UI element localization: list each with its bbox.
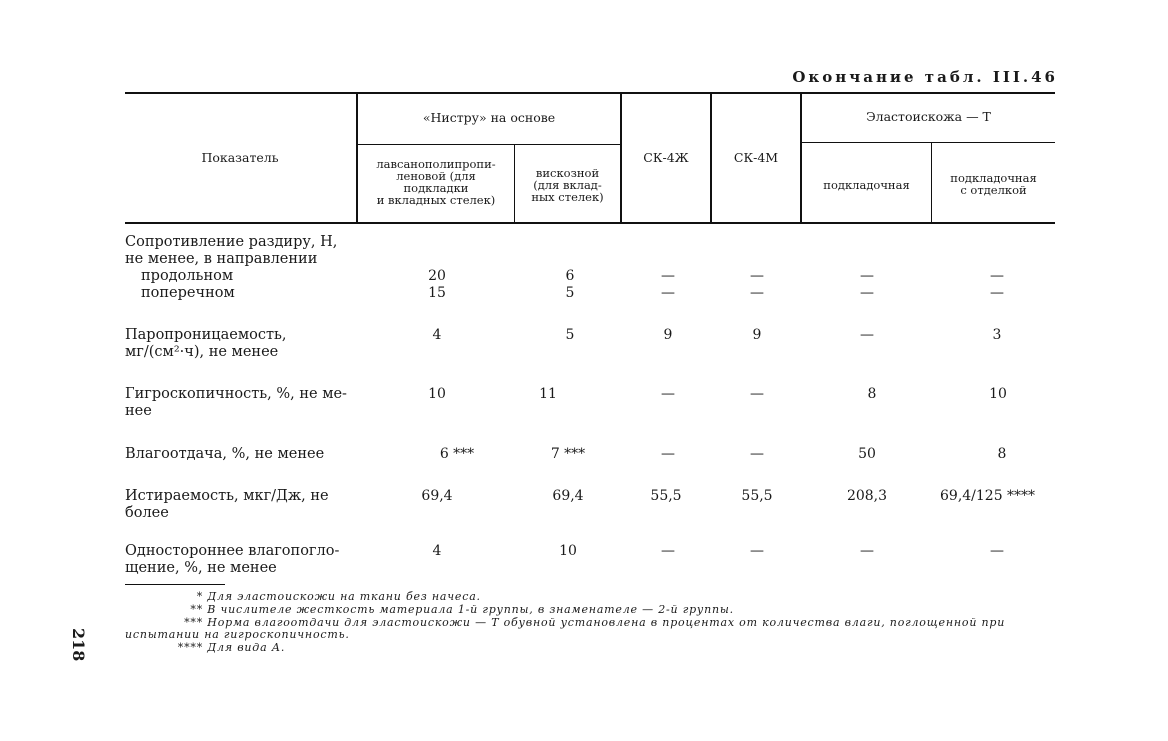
cell-value: — [750,268,764,284]
cell-value: 5 [565,327,575,343]
cell-value: 50 [858,446,876,462]
cell-value: — [661,386,675,402]
cell-value: — [750,446,764,462]
header-elast: Эластоискожа — Т [866,109,991,124]
row-label-abrasion: Истираемость, мкг/Дж, не более [125,488,329,521]
row-sublabel-longitudinal: продольном [141,268,234,284]
cell-value: — [661,446,675,462]
footnote: * Для эластоискожи на ткани без начеса. [196,590,481,603]
cell-value: 11 [539,386,557,402]
footnote-rule [125,584,225,585]
cell-value: — [860,285,874,301]
cell-value: 6 *** [439,446,475,462]
cell-value: 55,5 [741,488,773,504]
cell-value: — [661,543,675,559]
header-nistru: «Нистру» на основе [422,110,556,125]
cell-value: — [750,386,764,402]
cell-value: 55,5 [650,488,682,504]
cell-value: 9 [752,327,762,343]
cell-value: 69,4/125 **** [940,488,1036,504]
header-bottom-rule [125,222,1055,224]
footnote: *** Норма влагоотдачи для эластоискожи — Т обувной установлена в процентах от количества влаги, поглощенной при [184,616,1006,629]
cell-value: 69,4 [552,488,584,504]
cell-value: 3 [992,327,1002,343]
footnote: испытании на гигроскопичность. [125,628,350,641]
cell-value: 8 [997,446,1007,462]
cell-value: — [990,268,1004,284]
header-nistru-viscose: вискозной (для вклад- ных стелек) [531,166,604,204]
cell-value: 4 [432,543,442,559]
header-sk4m: СК-4М [733,150,779,165]
cell-value: — [860,327,874,343]
cell-value: 208,3 [846,488,888,504]
row-label-hygroscopicity: Гигроскопичность, %, не ме- нее [125,386,347,419]
footnote: ** В числителе жесткость материала 1-й группы, в знаменателе — 2-й группы. [190,603,734,616]
page-number: 218 [69,628,88,662]
cell-value: 7 *** [550,446,586,462]
row-label-absorption: Одностороннее влагопогло- щение, %, не менее [125,543,340,576]
footnote: **** Для вида А. [177,641,286,654]
cell-value: — [860,543,874,559]
cell-value: — [661,268,675,284]
table-top-rule [125,92,1055,94]
nistru-subheader-rule [357,144,621,145]
header-elast-lining-finish: подкладочная с отделкой [950,171,1037,197]
cell-value: — [860,268,874,284]
table-caption: Окончание табл. III.46 [792,68,1058,86]
cell-value: — [661,285,675,301]
cell-value: 15 [428,285,446,301]
cell-value: 69,4 [421,488,453,504]
row-sublabel-transverse: поперечном [141,285,235,301]
cell-value: 10 [989,386,1007,402]
cell-value: — [990,543,1004,559]
cell-value: 8 [867,386,877,402]
cell-value: 10 [559,543,577,559]
header-nistru-lavsan: лавсанополипропи- леновой (для подкладки и вкладных стелек) [376,157,496,207]
cell-value: 5 [565,285,575,301]
header-elast-lining: подкладочная [823,178,910,192]
cell-value: 9 [663,327,673,343]
cell-value: — [990,285,1004,301]
elast-subheader-rule [801,142,1055,143]
cell-value: — [750,285,764,301]
cell-value: 20 [428,268,446,284]
row-label-vapor: Паропроницаемость, мг/(см²·ч), не менее [125,327,287,360]
cell-value: — [750,543,764,559]
cell-value: 4 [432,327,442,343]
row-label-tear: Сопротивление раздиру, Н, не менее, в направлении [125,234,338,267]
header-indicator: Показатель [201,150,279,165]
cell-value: 6 [565,268,575,284]
cell-value: 10 [428,386,446,402]
row-label-moisture-release: Влагоотдача, %, не менее [125,446,325,462]
header-sk4zh: СК-4Ж [643,150,689,165]
